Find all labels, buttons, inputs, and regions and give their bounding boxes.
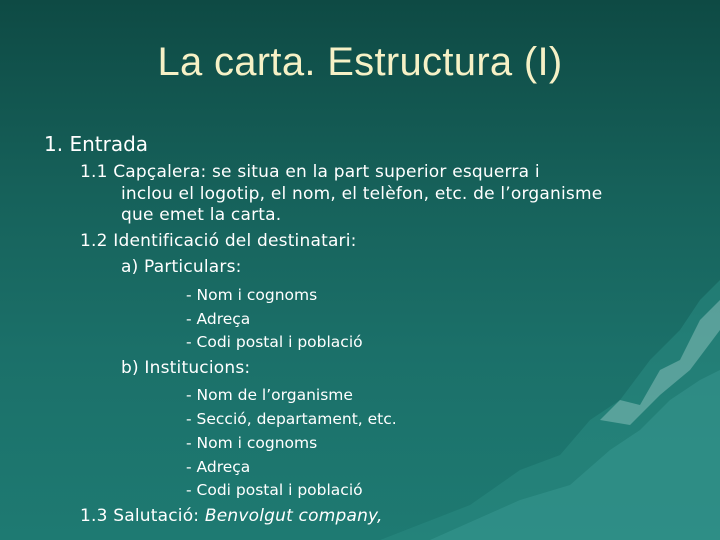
salutation-example: Benvolgut company,	[204, 506, 383, 526]
sub-a-item: - Codi postal i població	[186, 333, 363, 351]
item-1-2: 1.2 Identificació del destinatari:	[80, 231, 357, 251]
sub-a-item: - Adreça	[186, 310, 251, 328]
sub-b-label: b) Institucions:	[121, 358, 251, 378]
item-1-3	[80, 506, 383, 526]
sub-a-item: - Nom i cognoms	[186, 286, 318, 304]
section-entrada: 1. Entrada	[44, 132, 149, 156]
item-1-1-line1: 1.1 Capçalera: se situa en la part superior esquerra i	[80, 162, 540, 182]
sub-b-item: - Adreça	[186, 458, 251, 476]
sub-b-item: - Secció, departament, etc.	[186, 410, 397, 428]
item-1-1-line2: inclou el logotip, el nom, el telèfon, etc. de l’organisme	[121, 184, 603, 204]
sub-a-label: a) Particulars:	[121, 257, 242, 277]
item-1-1-line3: que emet la carta.	[121, 205, 282, 225]
sub-b-item: - Nom i cognoms	[186, 434, 318, 452]
sub-b-item: - Nom de l’organisme	[186, 386, 353, 404]
sub-b-item: - Codi postal i població	[186, 481, 363, 499]
slide-title: La carta. Estructura (I)	[157, 40, 563, 84]
salutation-label: 1.3 Salutació:	[80, 506, 205, 526]
